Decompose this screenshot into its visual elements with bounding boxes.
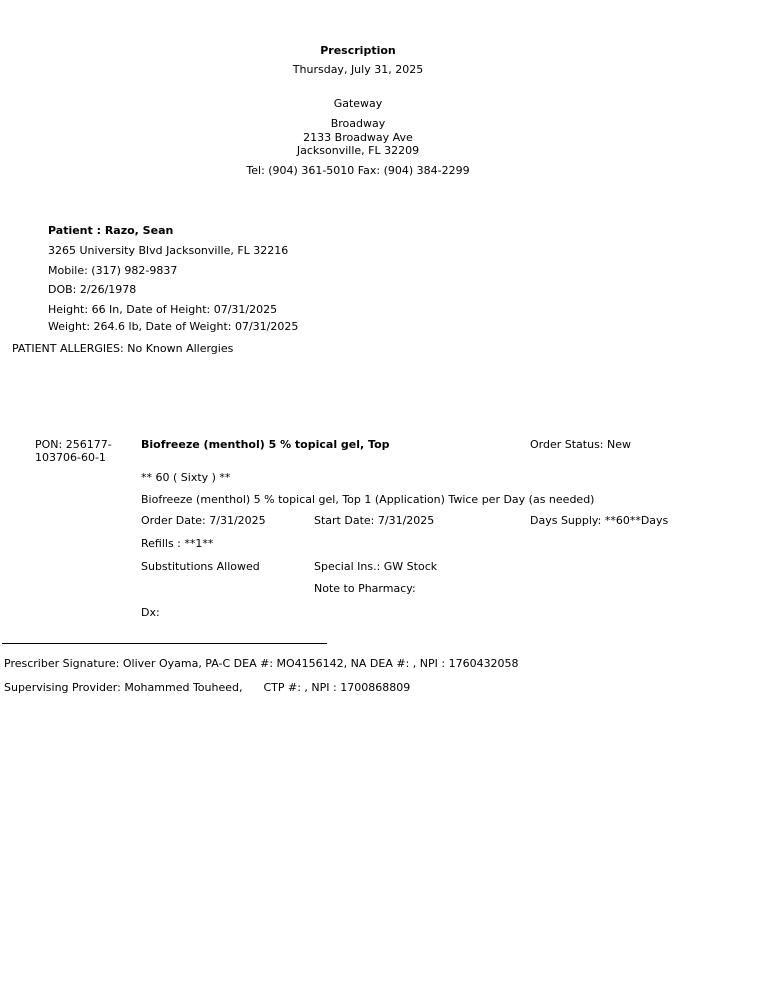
prescription-date: Thursday, July 31, 2025	[292, 63, 424, 76]
special-instructions: Special Ins.: GW Stock	[314, 560, 438, 573]
start-date: Start Date: 7/31/2025	[314, 514, 435, 527]
patient-dob: DOB: 2/26/1978	[48, 283, 137, 296]
address-line-1: 2133 Broadway Ave	[303, 131, 413, 144]
quantity: ** 60 ( Sixty ) **	[141, 471, 231, 484]
prescriber-signature: Prescriber Signature: Oliver Oyama, PA-C DEA #: MO4156142, NA DEA #: , NPI : 1760432058	[4, 657, 519, 670]
note-to-pharmacy: Note to Pharmacy:	[314, 582, 416, 595]
patient-weight: Weight: 264.6 lb, Date of Weight: 07/31/2025	[48, 320, 299, 333]
page-title: Prescription	[320, 44, 396, 57]
refills: Refills : **1**	[141, 537, 214, 550]
organization-name: Gateway	[333, 97, 383, 110]
location-name: Broadway	[330, 117, 386, 130]
patient-height: Height: 66 In, Date of Height: 07/31/2025	[48, 303, 278, 316]
signature-line	[2, 643, 327, 644]
patient-name: Patient : Razo, Sean	[48, 224, 174, 237]
substitutions: Substitutions Allowed	[141, 560, 260, 573]
patient-address: 3265 University Blvd Jacksonville, FL 32216	[48, 244, 289, 257]
days-supply: Days Supply: **60**Days	[530, 514, 669, 527]
patient-mobile: Mobile: (317) 982-9837	[48, 264, 178, 277]
order-status: Order Status: New	[530, 438, 632, 451]
contact-line: Tel: (904) 361-5010 Fax: (904) 384-2299	[246, 164, 470, 177]
order-date: Order Date: 7/31/2025	[141, 514, 266, 527]
drug-name: Biofreeze (menthol) 5 % topical gel, Top	[141, 438, 390, 451]
diagnosis: Dx:	[141, 606, 160, 619]
supervising-provider: Supervising Provider: Mohammed Touheed, CTP #: , NPI : 1700868809	[4, 681, 411, 694]
sig-instructions: Biofreeze (menthol) 5 % topical gel, Top 1 (Application) Twice per Day (as needed)	[141, 493, 595, 506]
pon-number: PON: 256177-	[35, 438, 112, 451]
address-line-2: Jacksonville, FL 32209	[296, 144, 420, 157]
pon-number-cont: 103706-60-1	[35, 451, 106, 464]
patient-allergies: PATIENT ALLERGIES: No Known Allergies	[12, 342, 234, 355]
